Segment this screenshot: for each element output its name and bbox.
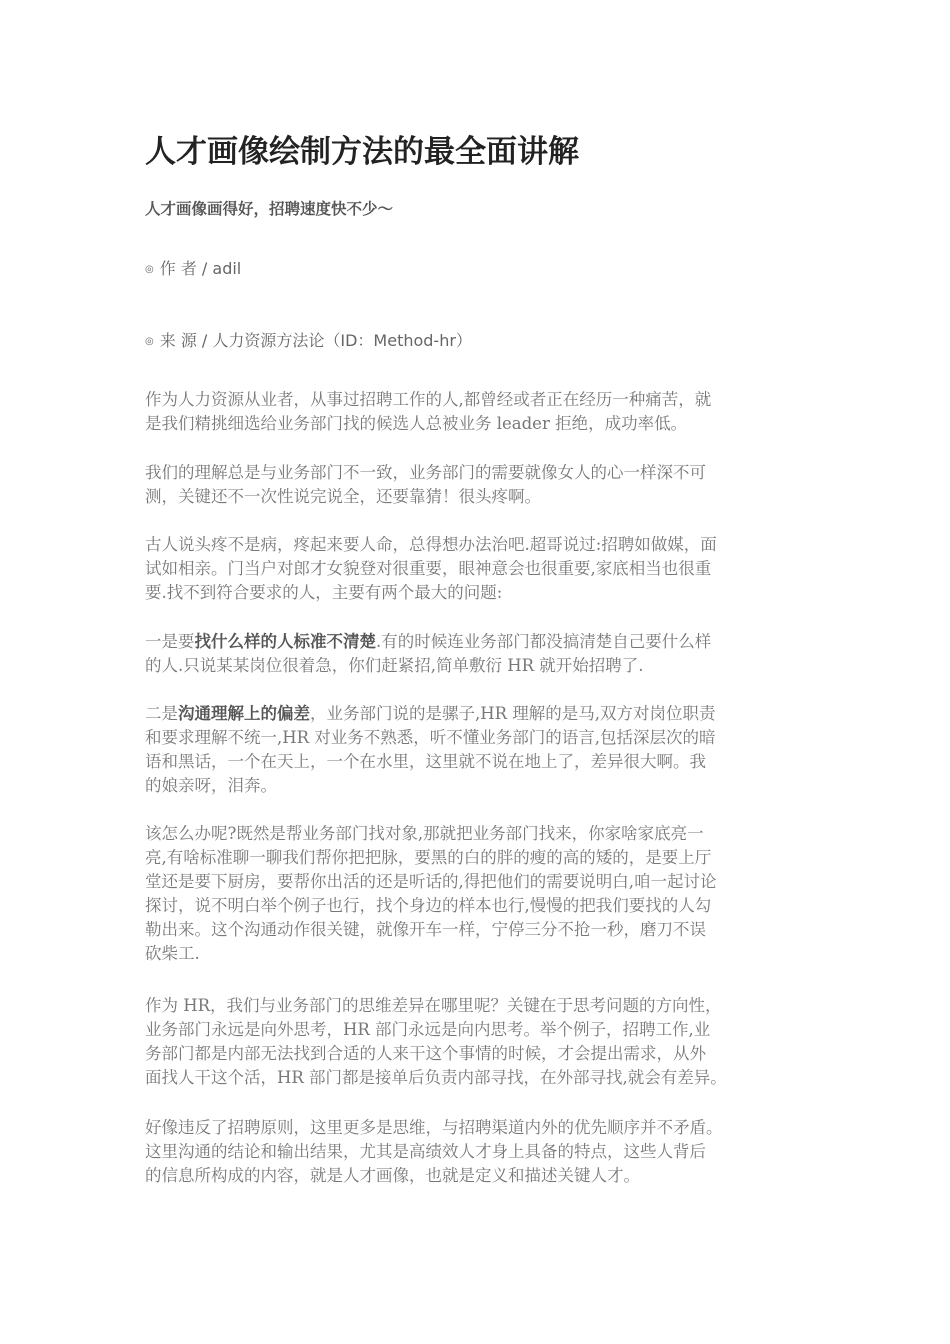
- paragraph: [145, 388, 810, 436]
- paragraph-line: 是我们精挑细选给业务部门找的候选人总被业务 leader 拒绝，成功率低。: [145, 414, 688, 433]
- bold-phrase: 找什么样的人标准不清楚: [194, 632, 376, 651]
- paragraph-line: 作为人力资源从业者，从事过招聘工作的人,都曾经或者正在经历一种痛苦，就: [145, 390, 712, 409]
- paragraph: [145, 533, 810, 605]
- text-run: 二是: [145, 704, 178, 723]
- text-run: ，业务部门说的是骡子,HR 理解的是马,双方对岗位职责: [310, 704, 716, 723]
- paragraph-line: 勒出来。这个沟通动作很关键，就像开车一样，宁停三分不抢一秒，磨刀不误: [145, 920, 706, 939]
- paragraph-line: [145, 630, 810, 654]
- paragraph-line: 面找人干这个活，HR 部门都是接单后负责内部寻找，在外部寻找,就会有差异。: [145, 1068, 727, 1087]
- source-text: 来 源 / 人力资源方法论（ID：Method-hr）: [159, 331, 472, 350]
- article-title: 人才画像绘制方法的最全面讲解: [145, 134, 579, 170]
- author-line: [145, 258, 241, 281]
- paragraph-line: 和要求理解不统一,HR 对业务不熟悉，听不懂业务部门的语言,包括深层次的暗: [145, 728, 716, 747]
- paragraph-line: 探讨，说不明白举个例子也行，找个身边的样本也行,慢慢的把我们要找的人勾: [145, 896, 712, 915]
- paragraph-line: 亮,有啥标准聊一聊我们帮你把把脉，要黑的白的胖的瘦的高的矮的，是要上厅: [145, 848, 712, 867]
- paragraph-line: 这里沟通的结论和输出结果，尤其是高绩效人才身上具备的特点，这些人背后: [145, 1142, 706, 1161]
- article-subtitle: 人才画像画得好，招聘速度快不少～: [145, 200, 394, 218]
- paragraph-line: 的娘亲呀，泪奔。: [145, 776, 277, 795]
- paragraph-line: 的人.只说某某岗位很着急，你们赶紧招,简单敷衍 HR 就开始招聘了.: [145, 656, 644, 675]
- bold-phrase: 沟通理解上的偏差: [178, 704, 310, 723]
- paragraph: [145, 822, 810, 966]
- text-run: 一是要: [145, 632, 195, 651]
- paragraph: [145, 994, 810, 1090]
- paragraph: [145, 702, 810, 798]
- paragraph-line: 作为 HR，我们与业务部门的思维差异在哪里呢？关键在于思考问题的方向性，: [145, 996, 722, 1015]
- paragraph-line: 该怎么办呢?既然是帮业务部门找对象,那就把业务部门找来，你家啥家底亮一: [145, 824, 704, 843]
- paragraph: [145, 630, 810, 678]
- paragraph-line: 测，关键还不一次性说完说全，还要靠猜！很头疼啊。: [145, 487, 541, 506]
- paragraph-line: 古人说头疼不是病，疼起来要人命，总得想办法治吧.超哥说过:招聘如做媒，面: [145, 535, 717, 554]
- paragraph-line: 好像违反了招聘原则，这里更多是思维，与招聘渠道内外的优先顺序并不矛盾。: [145, 1118, 723, 1137]
- author-text: 作 者 / adil: [159, 259, 242, 278]
- paragraph-line: 的信息所构成的内容，就是人才画像，也就是定义和描述关键人才。: [145, 1166, 640, 1185]
- paragraph-line: 砍柴工.: [145, 944, 200, 963]
- paragraph: [145, 461, 810, 509]
- paragraph-line: 我们的理解总是与业务部门不一致，业务部门的需要就像女人的心一样深不可: [145, 463, 706, 482]
- text-run: .有的时候连业务部门都没搞清楚自己要什么样: [376, 632, 712, 651]
- paragraph-line: 堂还是要下厨房，要帮你出活的还是听话的,得把他们的需要说明白,咱一起讨论: [145, 872, 717, 891]
- bullet-icon: ◎: [145, 264, 154, 275]
- paragraph: [145, 1116, 810, 1188]
- paragraph-line: [145, 702, 810, 726]
- paragraph-line: 业务部门永远是向外思考，HR 部门永远是向内思考。举个例子，招聘工作,业: [145, 1020, 711, 1039]
- source-line: [145, 330, 472, 353]
- paragraph-line: 语和黑话，一个在天上，一个在水里，这里就不说在地上了，差异很大啊。我: [145, 752, 706, 771]
- bullet-icon: ◎: [145, 336, 154, 347]
- paragraph-line: 试如相亲。门当户对郎才女貌登对很重要，眼神意会也很重要,家底相当也很重: [145, 559, 712, 578]
- paragraph-line: 务部门都是内部无法找到合适的人来干这个事情的时候，才会提出需求，从外: [145, 1044, 706, 1063]
- paragraph-line: 要.找不到符合要求的人，主要有两个最大的问题:: [145, 583, 503, 602]
